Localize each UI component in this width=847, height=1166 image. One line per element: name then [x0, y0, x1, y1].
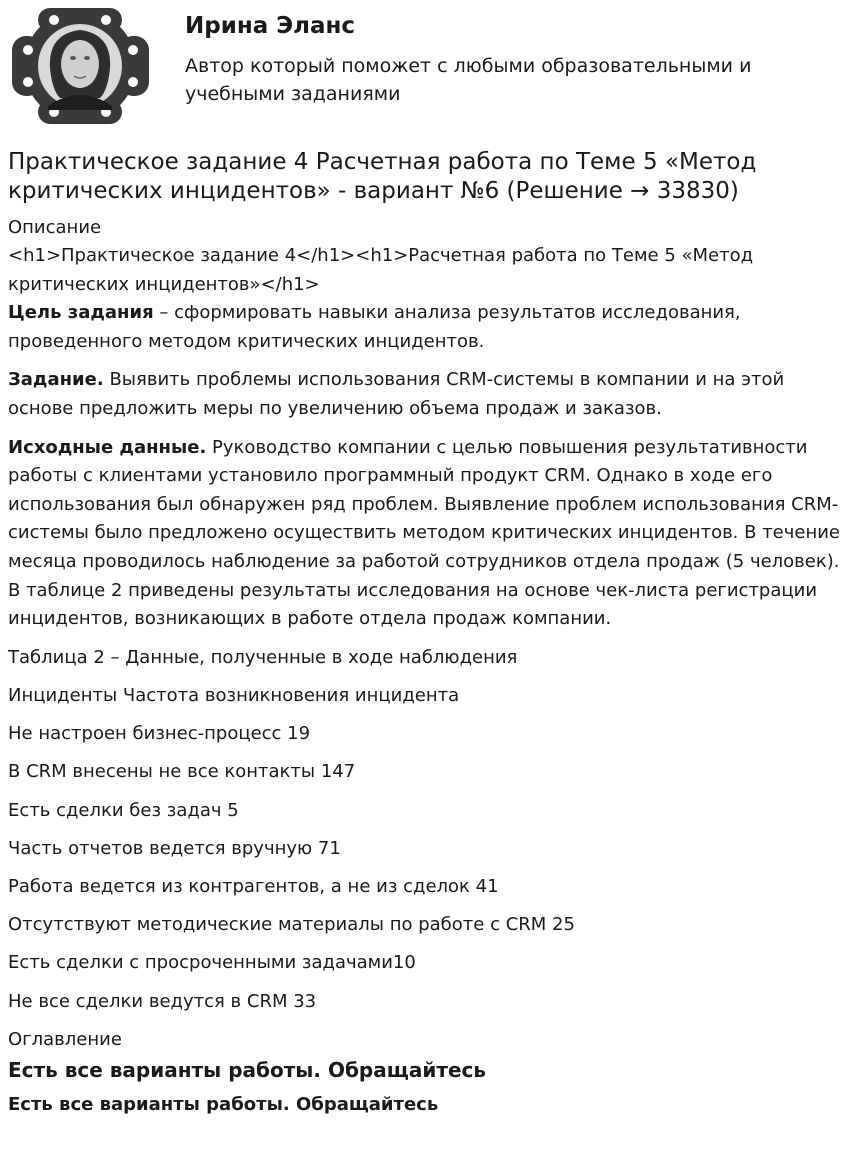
task-label: Задание.	[8, 369, 104, 391]
author-name[interactable]: Ирина Эланс	[185, 13, 356, 39]
contact-callout-large: Есть все варианты работы. Обращайтесь	[8, 1057, 487, 1082]
table-line: Есть сделки с просроченными задачами10	[8, 952, 416, 974]
author-header	[8, 6, 838, 126]
source-data-label: Исходные данные.	[8, 436, 207, 458]
table-caption: Таблица 2 – Данные, полученные в ходе наблюдения	[8, 646, 518, 668]
toc-label: Оглавление	[8, 1028, 122, 1050]
author-description: Автор который поможет с любыми образовательными и учебными заданиями	[185, 55, 752, 105]
task-paragraph	[8, 366, 840, 423]
table-line: Есть сделки без задач 5	[8, 799, 239, 821]
table-line: В CRM внесены не все контакты 147	[8, 761, 356, 783]
contact-callout-small: Есть все варианты работы. Обращайтесь	[8, 1093, 439, 1115]
goal-text: – сформировать навыки анализа результатов исследования, проведенного методом критических инцидентов.	[8, 302, 741, 352]
avatar	[8, 6, 153, 126]
table-line: Не настроен бизнес-процесс 19	[8, 723, 311, 745]
goal-label: Цель задания	[8, 302, 154, 324]
source-data-text: Руководство компании с целью повышения результативности работы с клиентами установило программный продукт CRM. Однако в ходе его использования был обнаружен ряд проблем. Выявление проблем использования CRM-системы было предложено осуществить методом критических инцидентов. В течение месяца проводилось наблюдение за работой сотрудников отдела продаж (5 человек). В таблице 2 приведены результаты исследования на основе чек-листа регистрации инцидентов, возникающих в работе отдела продаж компании.	[8, 436, 841, 630]
table-line: Не все сделки ведутся в CRM 33	[8, 990, 317, 1012]
goal-paragraph	[8, 299, 840, 356]
page-title: Практическое задание 4 Расчетная работа по Теме 5 «Метод критических инцидентов» - вариант №6 (Решение → 33830)	[8, 149, 757, 204]
raw-heading-text: <h1>Практическое задание 4</h1><h1>Расчетная работа по Теме 5 «Метод критических инцидентов»</h1>	[8, 245, 754, 295]
main-content	[8, 148, 840, 1118]
table-line: Отсутствуют методические материалы по работе с CRM 25	[8, 914, 575, 936]
avatar-frame-image	[8, 6, 153, 126]
source-data-paragraph	[8, 434, 840, 634]
description-label: Описание	[8, 217, 102, 238]
table-line: Часть отчетов ведется вручную 71	[8, 837, 341, 859]
task-text: Выявить проблемы использования CRM-системы в компании и на этой основе предложить меры по увеличению объема продаж и заказов.	[8, 369, 785, 419]
table-line: Работа ведется из контрагентов, а не из сделок 41	[8, 875, 499, 897]
table-line: Инциденты Частота возникновения инцидента	[8, 684, 460, 706]
